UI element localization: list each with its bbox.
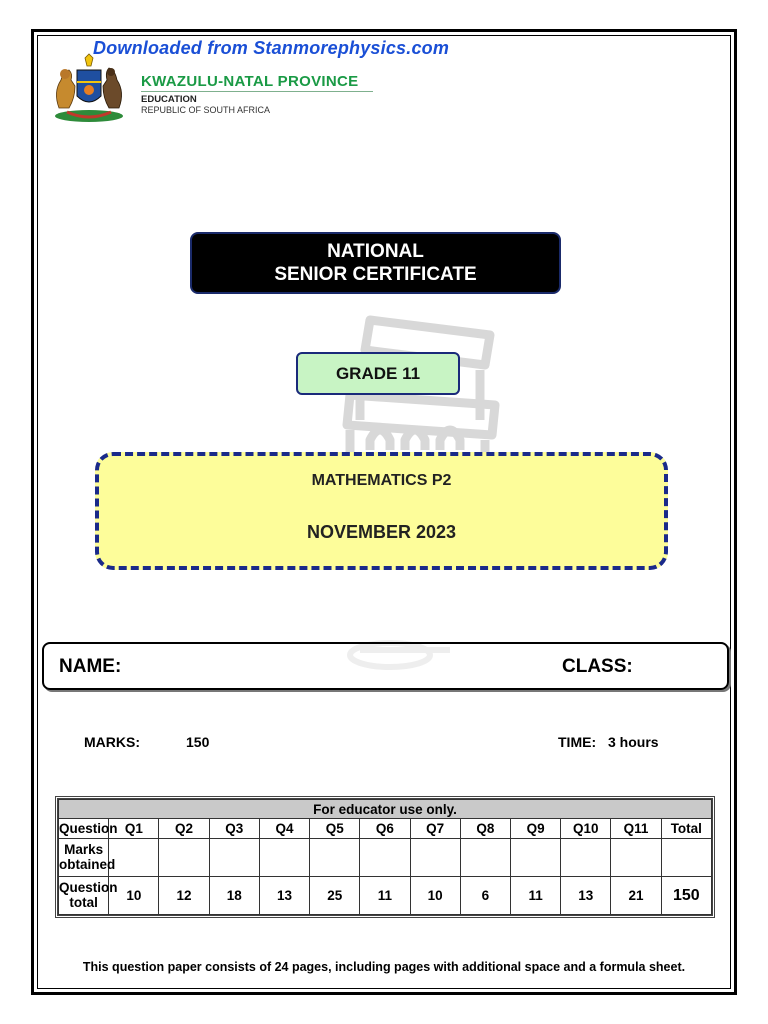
grand-total-cell: 150 bbox=[661, 876, 711, 914]
marks-obtained-cell[interactable] bbox=[410, 838, 460, 876]
exam-date: NOVEMBER 2023 bbox=[306, 522, 457, 542]
question-total-cell: 18 bbox=[209, 876, 259, 914]
class-label: CLASS: bbox=[562, 656, 633, 677]
marks-obtained-total-cell[interactable] bbox=[661, 838, 711, 876]
column-header: Q6 bbox=[360, 819, 410, 839]
question-total-label bbox=[59, 876, 118, 914]
marks-obtained-cell[interactable] bbox=[209, 838, 259, 876]
name-label: NAME: bbox=[59, 656, 122, 677]
question-total-label-2: total bbox=[69, 895, 98, 911]
column-header: Q5 bbox=[310, 819, 360, 839]
marks-obtained-cell[interactable] bbox=[360, 838, 410, 876]
kzn-coat-of-arms-icon bbox=[47, 52, 131, 124]
province-divider bbox=[141, 91, 373, 92]
column-header: Total bbox=[661, 819, 711, 839]
table-caption-row bbox=[59, 800, 712, 819]
question-total-cell: 10 bbox=[410, 876, 460, 914]
marks-obtained-label-1: Marks bbox=[64, 842, 104, 858]
marks-obtained-cell[interactable] bbox=[259, 838, 309, 876]
subject-title: MATHEMATICS P2 bbox=[311, 472, 452, 489]
question-total-cell: 12 bbox=[159, 876, 209, 914]
marks-table bbox=[55, 796, 715, 918]
column-header: Question bbox=[59, 819, 109, 839]
column-header: Q9 bbox=[510, 819, 560, 839]
column-header: Q10 bbox=[561, 819, 611, 839]
download-source-text: Downloaded from Stanmorephysics.com bbox=[93, 38, 450, 58]
marks-value: 150 bbox=[186, 734, 210, 750]
question-total-cell: 21 bbox=[611, 876, 661, 914]
column-header: Q7 bbox=[410, 819, 460, 839]
marks-obtained-row bbox=[59, 838, 712, 876]
department-name: EDUCATION bbox=[141, 94, 197, 105]
question-total-cell: 25 bbox=[310, 876, 360, 914]
time-value: 3 hours bbox=[608, 734, 659, 750]
page-count-note: This question paper consists of 24 pages, including pages with additional space and a formula sheet. bbox=[82, 960, 686, 974]
table-caption: For educator use only. bbox=[59, 800, 712, 819]
column-header: Q3 bbox=[209, 819, 259, 839]
column-header: Q1 bbox=[109, 819, 159, 839]
certificate-line-1: NATIONAL bbox=[327, 241, 424, 262]
column-header: Q11 bbox=[611, 819, 661, 839]
question-total-row bbox=[59, 876, 712, 914]
province-name: KWAZULU-NATAL PROVINCE bbox=[141, 73, 359, 90]
table-header-row bbox=[59, 819, 712, 839]
marks-obtained-cell[interactable] bbox=[109, 838, 159, 876]
marks-obtained-cell[interactable] bbox=[561, 838, 611, 876]
candidate-details-box bbox=[42, 642, 729, 690]
certificate-title-box bbox=[190, 232, 561, 294]
marks-obtained-cell[interactable] bbox=[510, 838, 560, 876]
marks-obtained-cell[interactable] bbox=[460, 838, 510, 876]
question-total-cell: 11 bbox=[510, 876, 560, 914]
marks-obtained-label-2: obtained bbox=[59, 857, 116, 873]
question-total-cell: 10 bbox=[109, 876, 159, 914]
country-name: REPUBLIC OF SOUTH AFRICA bbox=[141, 105, 271, 115]
subject-box bbox=[95, 452, 668, 570]
marks-label: MARKS: bbox=[84, 734, 140, 750]
question-total-cell: 6 bbox=[460, 876, 510, 914]
question-total-cell: 13 bbox=[561, 876, 611, 914]
question-total-cell: 11 bbox=[360, 876, 410, 914]
question-total-label-1: Question bbox=[59, 880, 118, 896]
time-label: TIME: bbox=[558, 734, 597, 750]
column-header: Q8 bbox=[460, 819, 510, 839]
marks-obtained-cell[interactable] bbox=[310, 838, 360, 876]
marks-obtained-cell[interactable] bbox=[611, 838, 661, 876]
marks-obtained-cell[interactable] bbox=[159, 838, 209, 876]
question-total-cell: 13 bbox=[259, 876, 309, 914]
column-header: Q2 bbox=[159, 819, 209, 839]
marks-obtained-label bbox=[59, 838, 116, 876]
grade-badge: GRADE 11 bbox=[296, 352, 460, 395]
column-header: Q4 bbox=[259, 819, 309, 839]
certificate-line-2: SENIOR CERTIFICATE bbox=[274, 264, 477, 285]
